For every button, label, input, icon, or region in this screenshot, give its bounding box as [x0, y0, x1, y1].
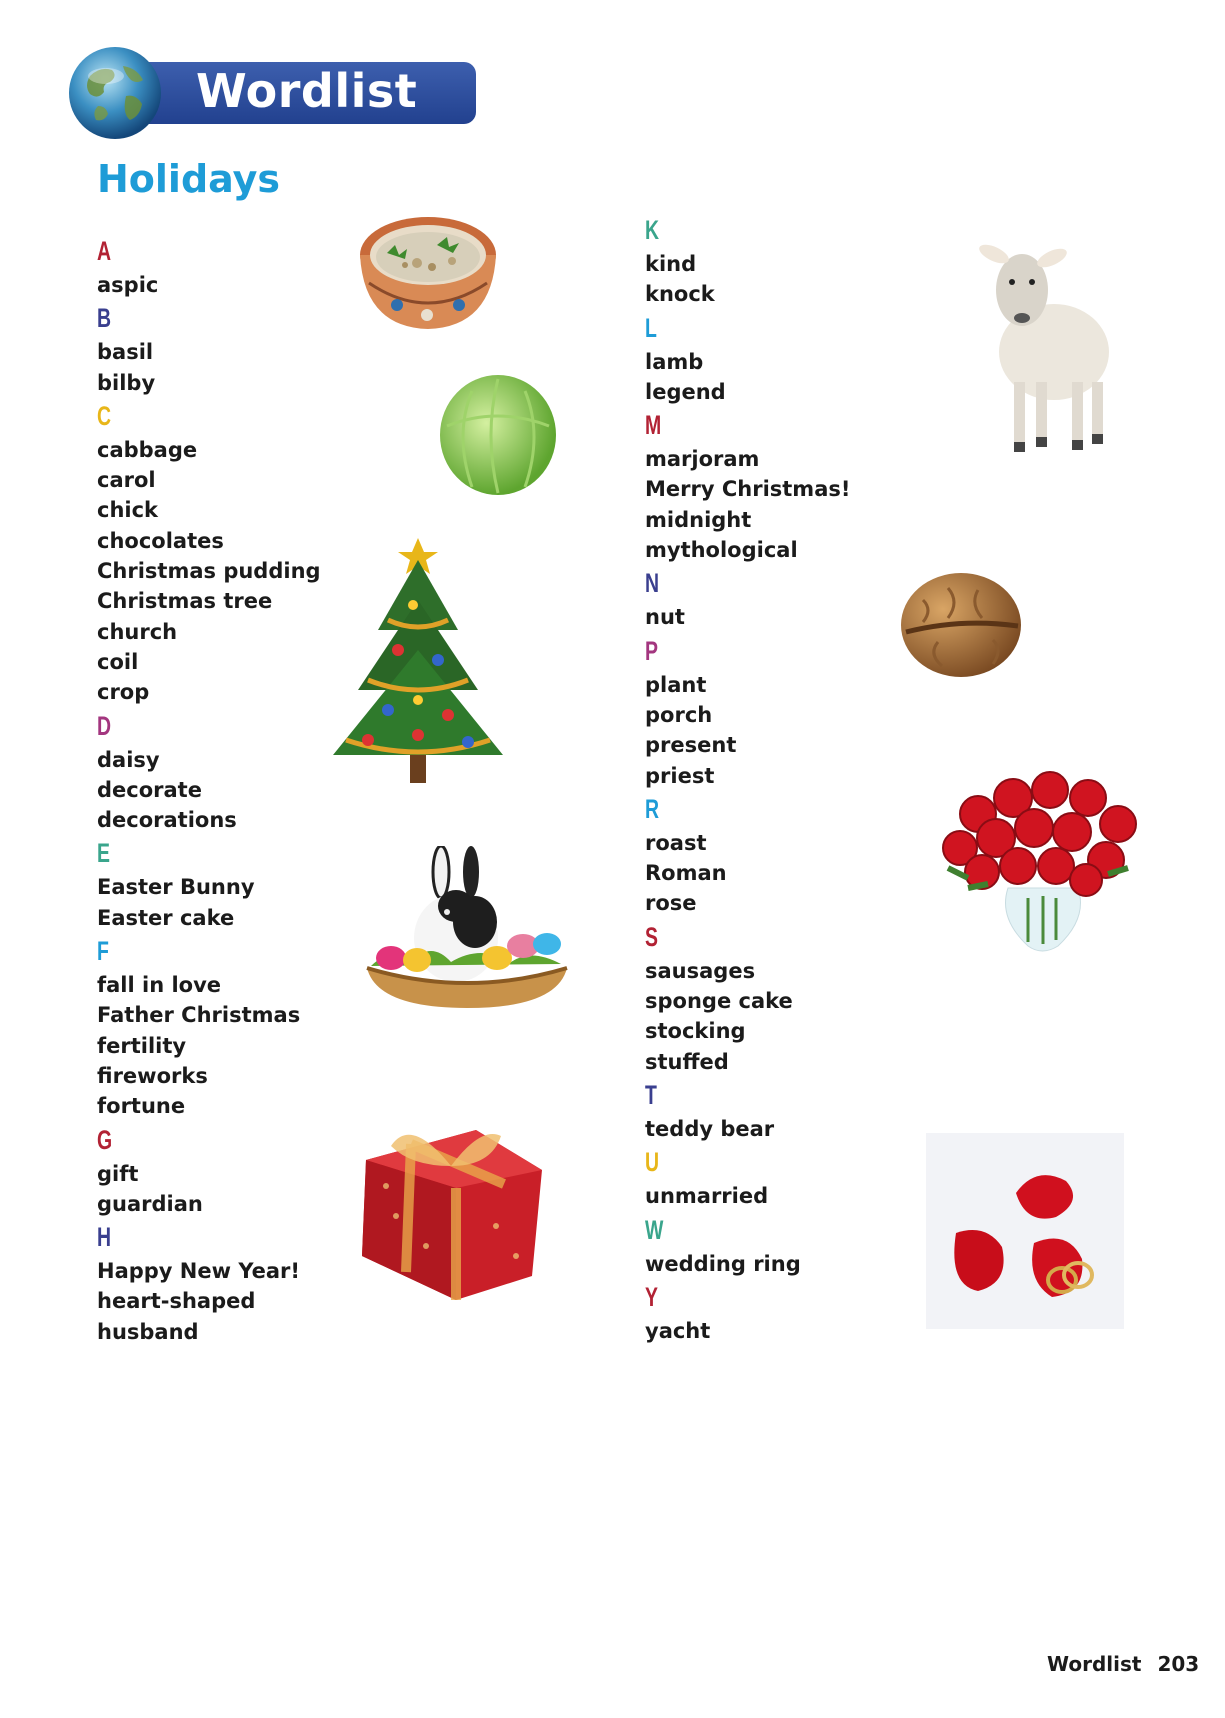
- letter-heading: W: [645, 1214, 664, 1245]
- letter-group-w: [645, 1212, 965, 1279]
- wordlist-entry: heart-shaped: [97, 1289, 256, 1314]
- letter-heading: P: [645, 635, 658, 666]
- page-footer: [1047, 1652, 1199, 1676]
- wordlist-entry: sponge cake: [645, 989, 793, 1014]
- wordlist-entry: aspic: [97, 273, 159, 297]
- wordlist-entry: fall in love: [97, 973, 222, 998]
- walnut-image: [898, 570, 1024, 680]
- letter-heading: U: [645, 1147, 660, 1178]
- wordlist-entry: Roman: [645, 861, 727, 886]
- letter-group-y: [645, 1279, 965, 1346]
- wordlist-entry: priest: [645, 763, 715, 788]
- wordlist-entry: decorations: [97, 808, 237, 833]
- christmas-tree-image: [318, 530, 518, 792]
- letter-group-s: [645, 919, 965, 1077]
- wordlist-entry: marjoram: [645, 447, 760, 472]
- letter-group-m: [645, 407, 965, 565]
- wordlist-entry: roast: [645, 830, 707, 855]
- wordlist-entry: rose: [645, 891, 697, 916]
- wordlist-entry: chocolates: [97, 528, 224, 553]
- letter-heading: H: [97, 1222, 112, 1253]
- gift-box-image: [356, 1106, 546, 1300]
- wordlist-entry: Christmas pudding: [97, 559, 321, 584]
- wordlist-entry: Easter cake: [97, 905, 235, 930]
- petals-and-rings-image: [926, 1133, 1124, 1329]
- letter-heading: S: [645, 921, 658, 952]
- wordlist-entry: husband: [97, 1319, 199, 1344]
- letter-heading: A: [97, 236, 112, 266]
- letter-heading: Y: [645, 1281, 658, 1312]
- wordlist-entry: present: [645, 733, 737, 758]
- easter-bunny-basket-image: [361, 846, 573, 1008]
- letter-heading: L: [645, 312, 657, 343]
- letter-group-u: [645, 1144, 965, 1211]
- letter-group-r: [645, 791, 965, 919]
- wordlist-entry: coil: [97, 649, 139, 674]
- letter-heading: D: [97, 710, 112, 741]
- wordlist-entry: plant: [645, 672, 707, 697]
- wordlist-entry: carol: [97, 468, 156, 493]
- wordlist-entry: cabbage: [97, 437, 198, 462]
- section-title: Holidays: [97, 157, 281, 201]
- letter-heading: C: [97, 400, 112, 431]
- wordlist-entry: unmarried: [645, 1184, 769, 1209]
- letter-heading: E: [97, 838, 110, 869]
- wordlist-entry: fireworks: [97, 1063, 208, 1088]
- wordlist-entry: Christmas tree: [97, 589, 273, 614]
- wordlist-entry: decorate: [97, 777, 202, 802]
- wordlist-entry: daisy: [97, 747, 160, 772]
- aspic-bowl-image: [357, 205, 499, 333]
- globe-icon: [68, 46, 162, 140]
- wordlist-entry: Happy New Year!: [97, 1259, 300, 1284]
- letter-heading: R: [645, 793, 660, 824]
- wordlist-entry: guardian: [97, 1191, 203, 1216]
- wordlist-entry: knock: [645, 282, 715, 307]
- letter-heading: M: [645, 410, 662, 441]
- wordlist-right-column: [645, 212, 965, 1346]
- wordlist-entry: legend: [645, 379, 726, 404]
- wordlist-entry: yacht: [645, 1318, 711, 1343]
- page-number: 203: [1157, 1652, 1200, 1676]
- letter-group-l: [645, 310, 965, 408]
- footer-label: Wordlist: [1047, 1652, 1142, 1676]
- wordlist-entry: Merry Christmas!: [645, 477, 851, 502]
- rose-bouquet-image: [938, 768, 1144, 954]
- wordlist-entry: lamb: [645, 349, 704, 374]
- cabbage-image: [437, 371, 559, 496]
- header-banner: [68, 46, 476, 142]
- wordlist-entry: bilby: [97, 370, 156, 395]
- letter-heading: K: [645, 215, 660, 245]
- letter-heading: G: [97, 1124, 113, 1155]
- wordlist-entry: mythological: [645, 538, 798, 563]
- wordlist-entry: fortune: [97, 1094, 186, 1119]
- wordlist-entry: midnight: [645, 507, 752, 532]
- wordlist-entry: crop: [97, 680, 150, 705]
- wordlist-entry: chick: [97, 498, 159, 523]
- letter-group-k: [645, 212, 965, 310]
- wordlist-entry: porch: [645, 702, 713, 727]
- wordlist-entry: stocking: [645, 1019, 746, 1044]
- wordlist-entry: wedding ring: [645, 1251, 801, 1276]
- wordlist-entry: sausages: [645, 958, 756, 983]
- wordlist-entry: Father Christmas: [97, 1003, 301, 1028]
- wordlist-entry: stuffed: [645, 1049, 729, 1074]
- wordlist-entry: basil: [97, 340, 154, 365]
- letter-group-t: [645, 1077, 965, 1144]
- wordlist-entry: Easter Bunny: [97, 875, 255, 900]
- wordlist-entry: church: [97, 619, 178, 644]
- lamb-image: [974, 232, 1114, 458]
- wordlist-entry: kind: [645, 252, 697, 276]
- header-title: Wordlist: [196, 64, 418, 118]
- wordlist-entry: gift: [97, 1161, 139, 1186]
- letter-heading: N: [645, 568, 660, 599]
- wordlist-entry: fertility: [97, 1033, 187, 1058]
- wordlist-entry: teddy bear: [645, 1116, 775, 1141]
- wordlist-entry: nut: [645, 605, 685, 630]
- letter-heading: T: [645, 1079, 657, 1110]
- letter-heading: B: [97, 303, 112, 334]
- letter-heading: F: [97, 936, 109, 967]
